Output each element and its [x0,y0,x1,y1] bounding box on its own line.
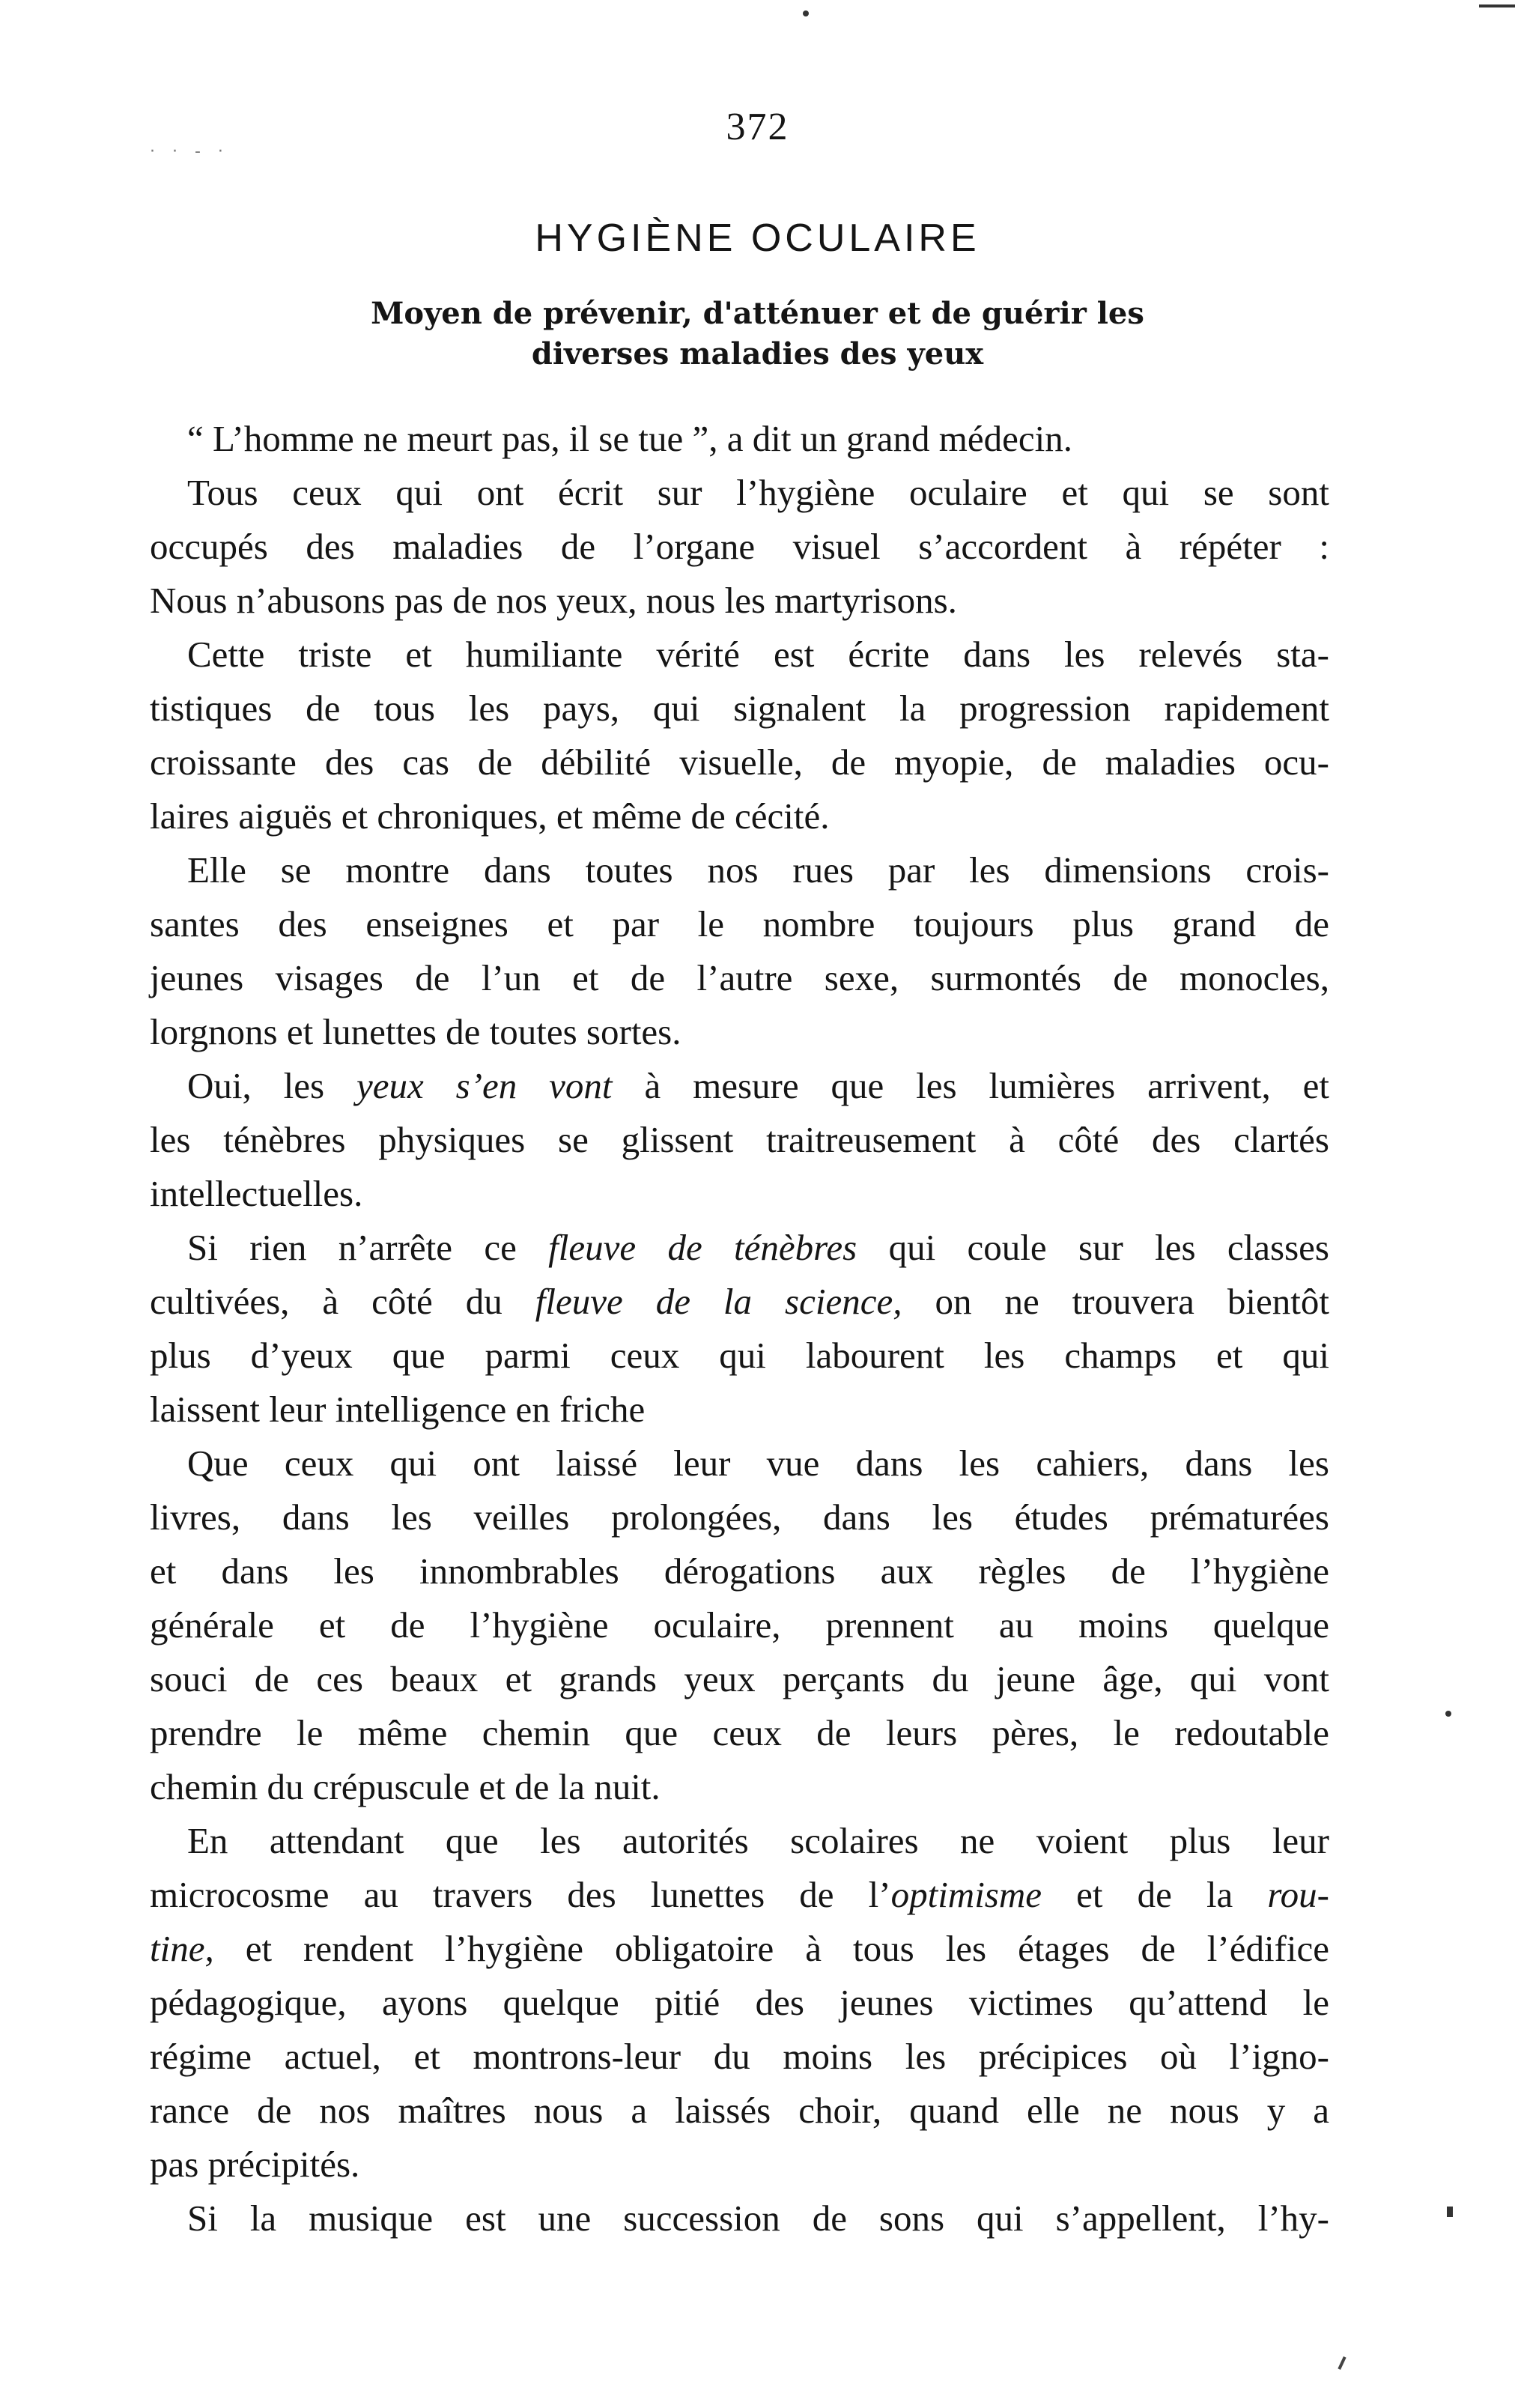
text-span: et de la [1042,1874,1268,1915]
text-line: tistiques de tous les pays, qui signalent la progression rapidement [150,688,1329,729]
subtitle-line-1: Moyen de prévenir, d'atténuer et de guérir les [371,296,1144,331]
text-line [150,1275,1329,1329]
text-line: lorgnons et lunettes de toutes sortes. [150,1011,681,1052]
subtitle-line-2: diverses maladies des yeux [531,336,984,371]
text-line [150,1221,1329,1275]
text-span: Si rien n’arrête ce [187,1227,549,1268]
text-line: plus d’yeux que parmi ceux qui labourent les champs et qui [150,1335,1329,1376]
text-line [150,1922,1329,1976]
text-line [150,1868,1329,1922]
ink-speck [803,10,809,16]
body-text [150,412,1329,2245]
italic-phrase: tine, [150,1928,214,1969]
text-line: prendre le même chemin que ceux de leurs pères, le redoutable [150,1712,1329,1753]
text-line: intellectuelles. [150,1173,363,1214]
italic-phrase: fleuve de la science, [535,1281,902,1322]
italic-phrase: fleuve de ténèbres [548,1227,857,1268]
text-line: chemin du crépuscule et de la nuit. [150,1766,661,1807]
subtitle [150,294,1365,374]
text-span: cultivées, à côté du [150,1281,535,1322]
text-line: croissante des cas de débilité visuelle, de myopie, de maladies ocu- [150,741,1329,783]
text-line: livres, dans les veilles prolongées, dans les études prématurées [150,1496,1329,1538]
text-span: qui coule sur les classes [857,1227,1329,1268]
text-line: Que ceux qui ont laissé leur vue dans les cahiers, dans les [187,1443,1329,1484]
text-span: Oui, les [187,1065,356,1106]
text-line: et dans les innombrables dérogations aux règles de l’hygiène [150,1550,1329,1592]
text-line: Nous n’abusons pas de nos yeux, nous les martyrisons. [150,580,957,621]
text-line: santes des enseignes et par le nombre toujours plus grand de [150,903,1329,944]
text-line: “ L’homme ne meurt pas, il se tue ”, a dit un grand médecin. [187,418,1073,459]
text-line: régime actuel, et montrons-leur du moins les précipices où l’igno- [150,2036,1329,2077]
text-line: pédagogique, ayons quelque pitié des jeunes victimes qu’attend le [150,1982,1329,2023]
text-span: et rendent l’hygiène obligatoire à tous les étages de l’édifice [213,1928,1329,1969]
text-span: à mesure que les lumières arrivent, et [612,1065,1330,1106]
ink-speck [1338,2356,1346,2370]
text-line: souci de ces beaux et grands yeux perçants du jeune âge, qui vont [150,1658,1329,1699]
text-span: on ne trouvera bientôt [902,1281,1330,1322]
text-line: pas précipités. [150,2144,360,2185]
page-number: 372 [726,106,789,148]
text-line: Tous ceux qui ont écrit sur l’hygiène oculaire et qui se sont [187,472,1329,513]
text-line: jeunes visages de l’un et de l’autre sexe, surmontés de monocles, [150,957,1329,998]
text-line [150,1059,1329,1113]
text-line: Cette triste et humiliante vérité est écrite dans les relevés sta- [187,634,1329,675]
ink-speck [1447,2207,1453,2217]
text-line: Si la musique est une succession de sons qui s’appellent, l’hy- [187,2198,1329,2239]
text-line: En attendant que les autorités scolaires ne voient plus leur [187,1820,1329,1861]
text-line: rance de nos maîtres nous a laissés choir, quand elle ne nous y a [150,2090,1329,2131]
ink-specks: · · - · [150,142,229,161]
italic-phrase: yeux s’en vont [356,1065,613,1106]
text-line: occupés des maladies de l’organe visuel s’accordent à répéter : [150,526,1329,567]
edge-mark [1479,4,1515,7]
text-span: microcosme au travers des lunettes de l’ [150,1874,891,1915]
italic-phrase: rou- [1267,1874,1329,1915]
italic-phrase: optimisme [890,1874,1042,1915]
text-line: générale et de l’hygiène oculaire, prennent au moins quelque [150,1604,1329,1646]
text-line: les ténèbres physiques se glissent traitreusement à côté des clartés [150,1119,1329,1160]
section-title: HYGIÈNE OCULAIRE [535,216,980,260]
text-line: laissent leur intelligence en friche [150,1389,646,1430]
text-line: Elle se montre dans toutes nos rues par les dimensions crois- [187,849,1329,891]
text-line: laires aiguës et chroniques, et même de cécité. [150,795,830,837]
ink-speck [1445,1711,1451,1717]
